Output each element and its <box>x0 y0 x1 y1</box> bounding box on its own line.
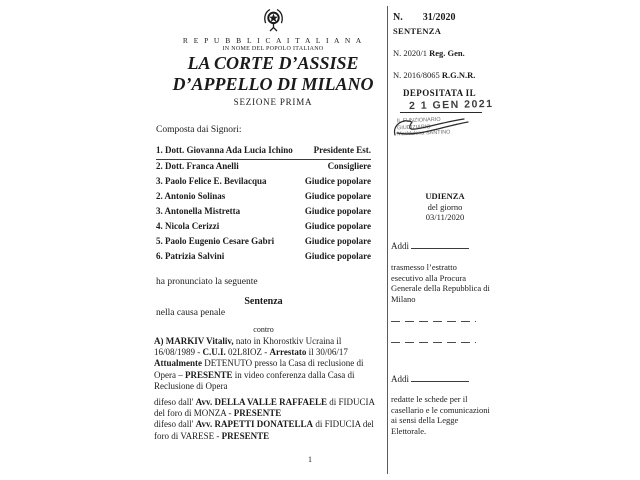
judge-name: 2. Antonio Solinas <box>156 191 226 201</box>
court-header <box>160 8 386 107</box>
addi-blank-1 <box>411 240 469 249</box>
lawyer-1-paragraph: difeso dall' Avv. DELLA VALLE RAFFAELE di FIDUCIA del foro di MONZA - PRESENTE <box>154 397 375 419</box>
hearing-block <box>400 191 490 223</box>
judge-role: Giudice popolare <box>304 221 371 231</box>
page-number: 1 <box>308 455 312 464</box>
hearing-date: 03/11/2020 <box>425 212 465 222</box>
judge-role: Giudice popolare <box>304 191 371 201</box>
judge-row <box>156 160 371 175</box>
judge-role: Giudice popolare <box>304 176 371 186</box>
reg-gen-number: N. 2020/1 Reg. Gen. <box>393 48 465 58</box>
official-name: Maddalena SANTINO <box>397 129 451 138</box>
signature-scribble <box>390 110 474 140</box>
judge-name: 2. Dott. Franca Anelli <box>156 161 239 171</box>
judge-name: 6. Patrizia Salvini <box>156 251 225 261</box>
contro-line: contro <box>253 325 274 334</box>
judge-row <box>156 205 371 220</box>
sentence-number-label: N. <box>393 12 403 23</box>
in-name-of-people: IN NOME DEL POPOLO ITALIANO <box>222 46 324 52</box>
transmitted-note: trasmesso l’estratto esecutivo alla Procura Generale della Repubblica di Milano <box>391 262 490 304</box>
court-name-line2: D’APPELLO DI MILANO <box>172 74 374 94</box>
deposited-label: DEPOSITATA IL <box>403 88 476 98</box>
composition-intro: Composta dai Signori: <box>156 125 242 135</box>
judge-name: 5. Paolo Eugenio Cesare Gabri <box>156 236 275 246</box>
judge-row <box>156 190 371 205</box>
hearing-label: UDIENZA <box>425 191 465 201</box>
judge-name: 4. Nicola Cerizzi <box>156 221 220 231</box>
sentence-number-row <box>393 12 456 23</box>
rgnr-number: N. 2016/8065 R.G.N.R. <box>393 70 476 80</box>
judge-role: Presidente Est. <box>313 145 371 155</box>
defendant-paragraph: A) MARKIV Vitaliv, nato in Khorostkiv Ucraina il 16/08/1989 - C.U.I. 02L8IOZ - Arrestato il 30/06/17 Attualmente DETENUTO presso la Casa di reclusione di Opera – PRESENTE in video conferenza dalla Casa di Reclusione di Opera <box>154 336 364 391</box>
margin-dashed-line-1 <box>391 321 476 322</box>
court-name-line1: LA CORTE D’ASSISE <box>187 53 359 73</box>
addi-line-1 <box>391 240 469 251</box>
judge-row <box>156 220 371 235</box>
electoral-law-note: redatte le schede per il casellario e le comunicazioni ai sensi della Legge Elettorale. <box>391 394 490 436</box>
judges-list <box>156 144 371 265</box>
lawyer-2-paragraph: difeso dall' Avv. RAPETTI DONATELLA di FIDUCIA del foro di VARESE - PRESENTE <box>154 419 374 441</box>
italian-republic-emblem-icon <box>263 8 284 33</box>
judge-role: Giudice popolare <box>304 251 371 261</box>
defense-lawyers <box>154 397 378 442</box>
judge-name: 3. Paolo Felice E. Bevilacqua <box>156 176 267 186</box>
sentenza-heading: Sentenza <box>244 296 283 307</box>
sentenza-margin-label: SENTENZA <box>393 26 442 36</box>
sentence-number-value: 31/2020 <box>422 12 456 23</box>
judge-name: 1. Dott. Giovanna Ada Lucia Ichino <box>156 145 293 155</box>
court-section: SEZIONE PRIMA <box>233 97 313 107</box>
hearing-sub-label: del giorno <box>427 201 463 212</box>
judge-row <box>156 235 371 250</box>
judge-role: Giudice popolare <box>304 236 371 246</box>
pronounce-line: ha pronunciato la seguente <box>156 277 258 287</box>
addi-blank-2 <box>411 373 469 382</box>
judge-role: Consigliere <box>327 161 371 171</box>
republic-title: R E P U B B L I C A I T A L I A N A <box>182 36 364 45</box>
deposit-date-stamp: 2 1 GEN 2021 <box>408 97 494 113</box>
judge-row <box>156 250 371 265</box>
judge-name: 3. Antonella Mistretta <box>156 206 241 216</box>
judge-role: Giudice popolare <box>304 206 371 216</box>
judge-row <box>156 175 371 190</box>
margin-dashed-line-2 <box>391 342 476 343</box>
addi-line-2 <box>391 373 469 384</box>
addi-label-2: Addì <box>391 374 409 384</box>
judge-row <box>156 144 371 160</box>
causa-line: nella causa penale <box>156 308 226 318</box>
addi-label-1: Addì <box>391 241 409 251</box>
column-divider <box>387 6 388 474</box>
official-title: IL FUNZIONARIO GIUDIZIARIO <box>396 116 441 131</box>
